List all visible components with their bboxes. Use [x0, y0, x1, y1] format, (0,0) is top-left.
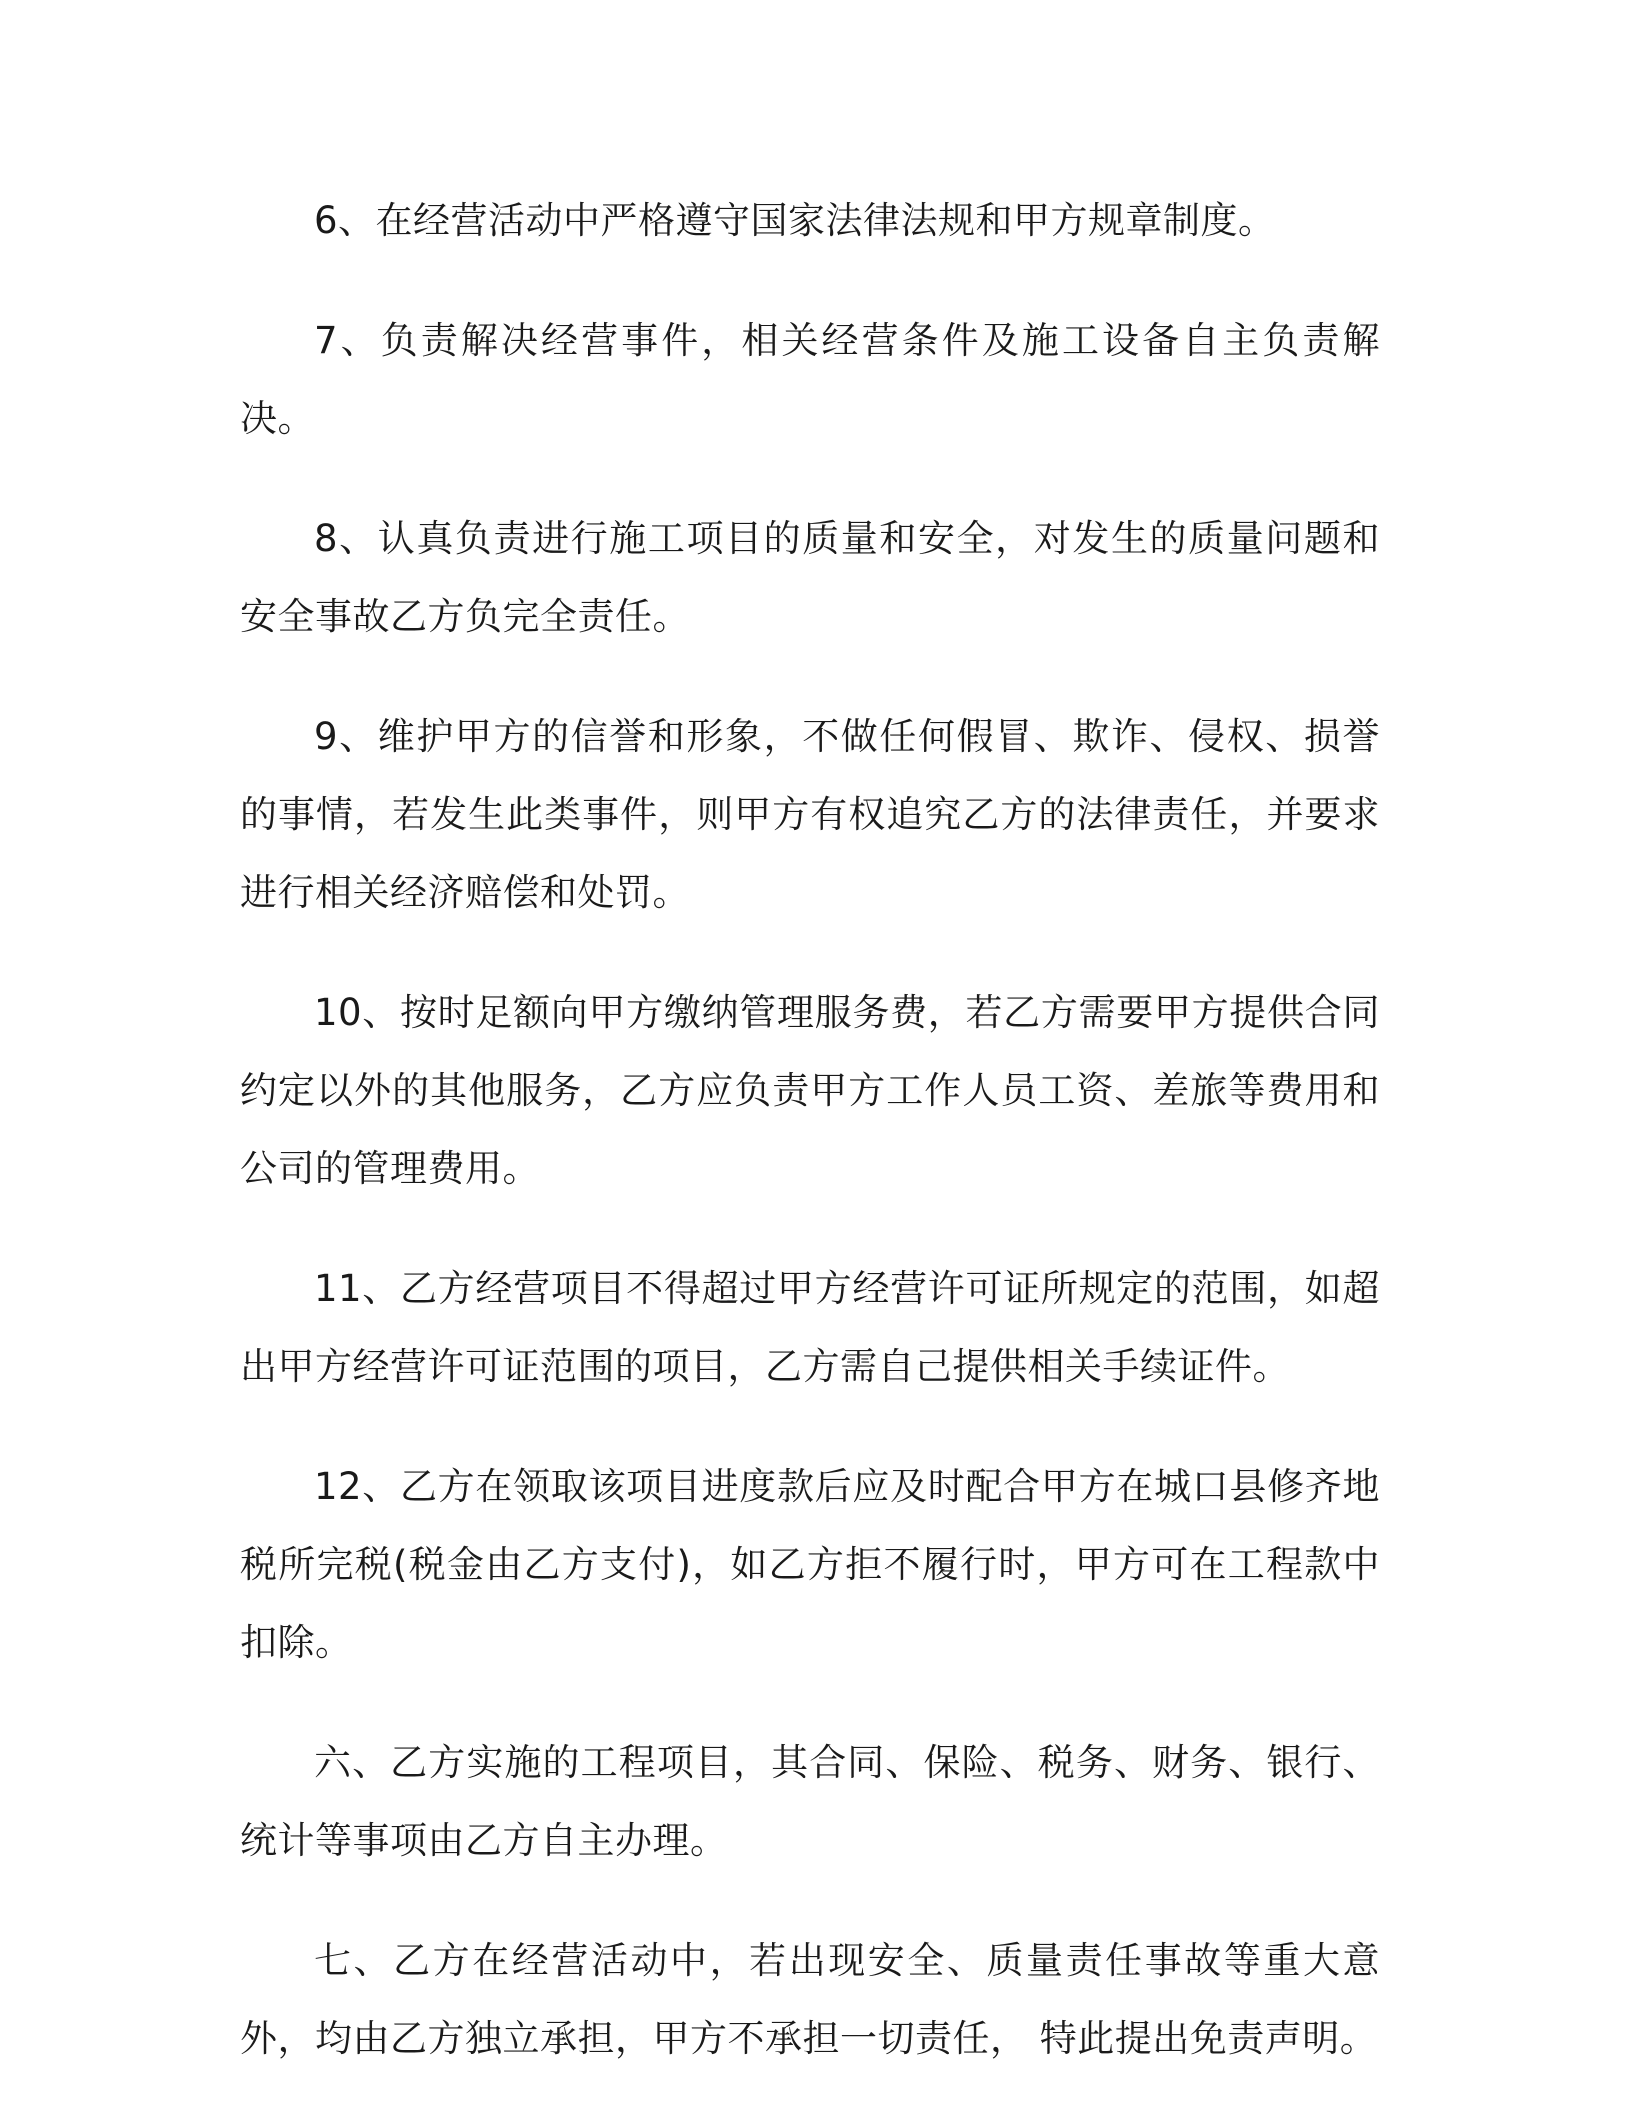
clause-12: 12、乙方在领取该项目进度款后应及时配合甲方在城口县修齐地税所完税(税金由乙方支付)，如乙方拒不履行时，甲方可在工程款中扣除。 [240, 1465, 1380, 1664]
clause-7: 7、负责解决经营事件，相关经营条件及施工设备自主负责解决。 [240, 319, 1380, 440]
section-seven: 七、乙方在经营活动中，若出现安全、质量责任事故等重大意外，均由乙方独立承担，甲方不承担一切责任， 特此提出免责声明。 [240, 1939, 1380, 2060]
clause-6: 6、在经营活动中严格遵守国家法律法规和甲方规章制度。 [314, 199, 1276, 242]
section-six: 六、乙方实施的工程项目，其合同、保险、税务、财务、银行、统计等事项由乙方自主办理。 [240, 1741, 1380, 1862]
clause-9: 9、维护甲方的信誉和形象，不做任何假冒、欺诈、侵权、损誉的事情，若发生此类事件，则甲方有权追究乙方的法律责任，并要求进行相关经济赔偿和处罚。 [240, 715, 1380, 914]
clause-11: 11、乙方经营项目不得超过甲方经营许可证所规定的范围，如超出甲方经营许可证范围的项目，乙方需自己提供相关手续证件。 [240, 1267, 1380, 1388]
clause-8: 8、认真负责进行施工项目的质量和安全，对发生的质量问题和安全事故乙方负完全责任。 [240, 517, 1380, 638]
document-body [240, 182, 1380, 2120]
clause-10: 10、按时足额向甲方缴纳管理服务费，若乙方需要甲方提供合同约定以外的其他服务，乙方应负责甲方工作人员工资、差旅等费用和公司的管理费用。 [240, 991, 1380, 1190]
